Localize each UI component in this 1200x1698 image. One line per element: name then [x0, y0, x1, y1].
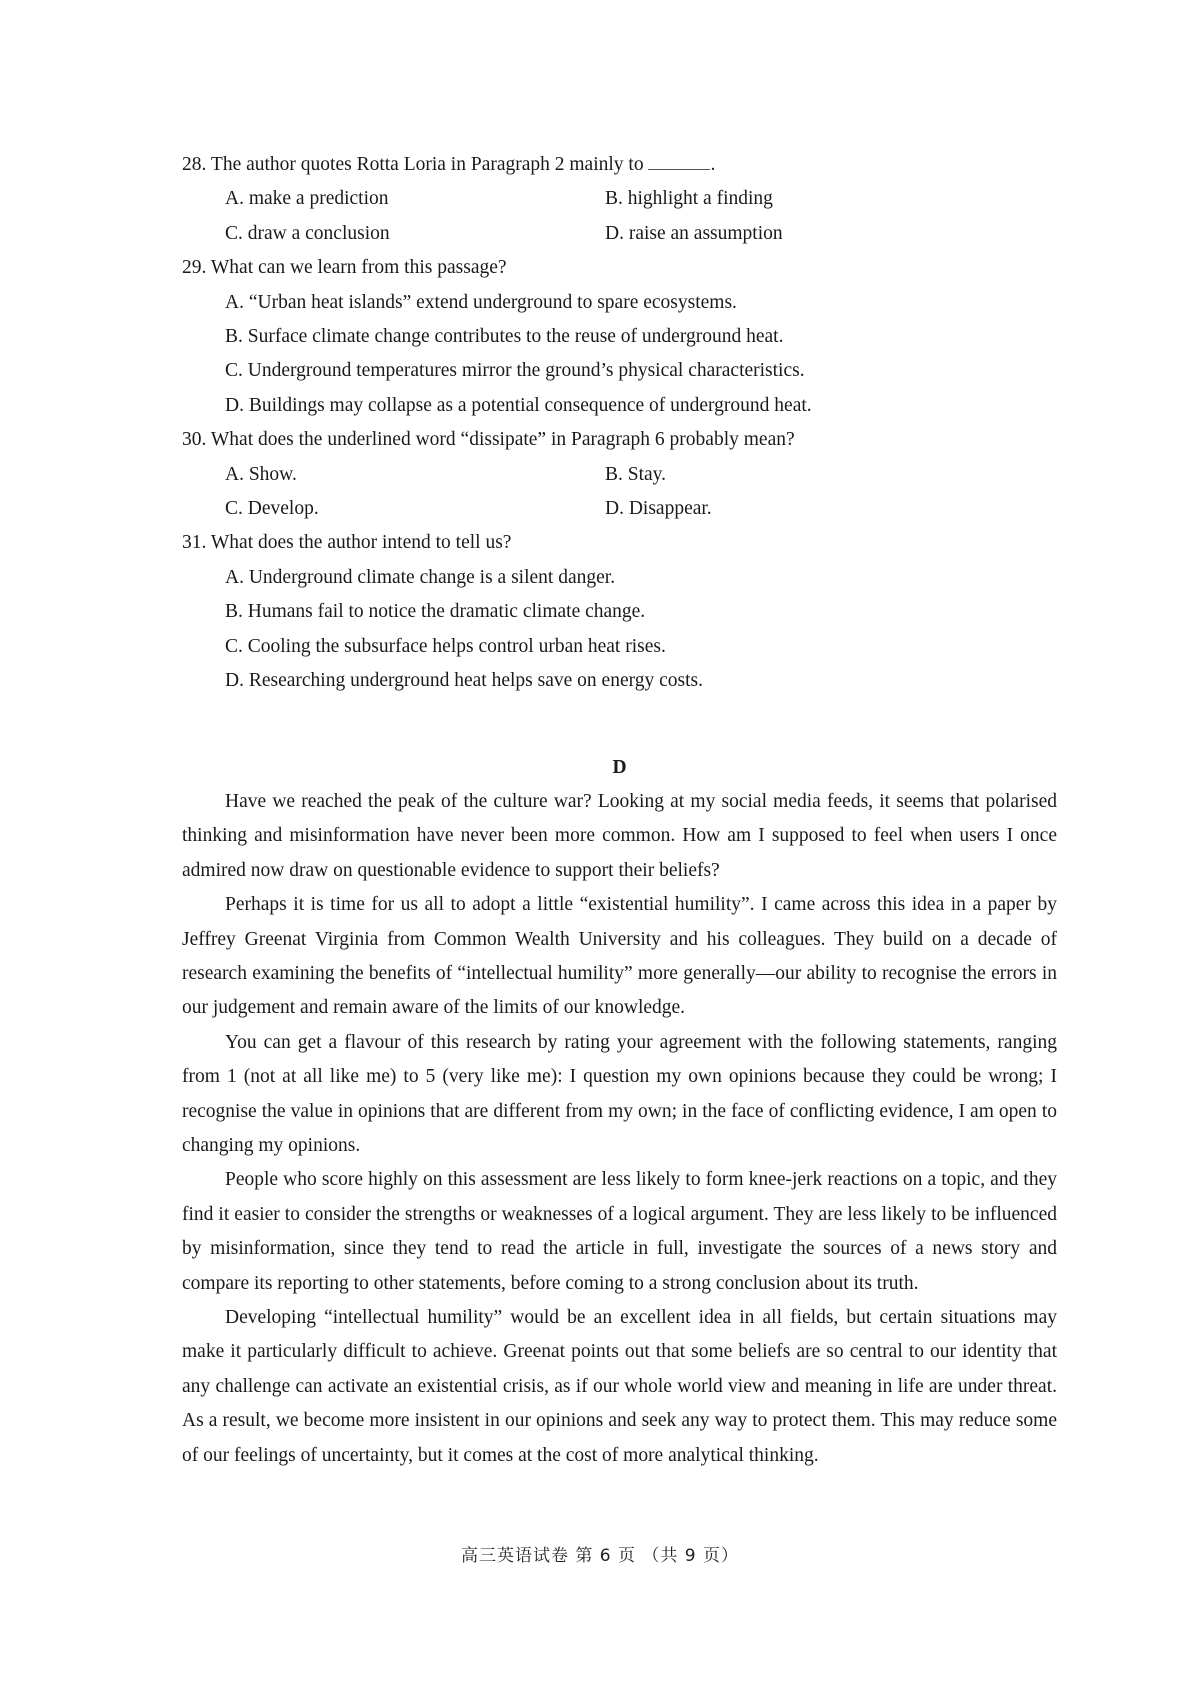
option-a: A. Underground climate change is a silent danger.: [225, 566, 616, 588]
question-stem: What can we learn from this passage?: [210, 257, 507, 279]
passage-paragraph: Have we reached the peak of the culture war? Looking at my social media feeds, it seems that polarised thinking and misinformation have never been more common. How am I supposed to feel when users I once admired now draw on questionable evidence to support their beliefs?: [182, 790, 1057, 881]
option-b: B. Humans fail to notice the dramatic climate change.: [225, 601, 646, 623]
question-number: 30.: [182, 429, 207, 451]
question-number: 31.: [182, 532, 207, 554]
option-c: C. Cooling the subsurface helps control urban heat rises.: [225, 635, 666, 657]
page-footer: 高三英语试卷 第 6 页 （共 9 页）: [460, 1546, 740, 1566]
option-a: A. Show.: [225, 463, 297, 485]
option-a: A. “Urban heat islands” extend underground to spare ecosystems.: [225, 291, 737, 313]
question-stem: What does the author intend to tell us?: [210, 532, 512, 554]
option-c: C. Underground temperatures mirror the ground’s physical characteristics.: [225, 360, 805, 382]
options-row: [182, 458, 1057, 492]
options-row: [182, 492, 1057, 526]
option-c: C. Develop.: [225, 498, 319, 520]
question-stem: The author quotes Rotta Loria in Paragraph 2 mainly to: [210, 154, 644, 175]
option-d: D. raise an assumption: [605, 222, 783, 244]
question-number: 29.: [182, 257, 207, 279]
option-b: B. Stay.: [605, 463, 667, 485]
passage-paragraph: Developing “intellectual humility” would be an excellent idea in all fields, but certain situations may make it particularly difficult to achieve. Greenat points out that some beliefs are so central to our identity that any challenge can activate an existential crisis, as if our whole world view and meaning in life are under threat. As a result, we become more insistent in our opinions and seek any way to protect them. This may reduce some of our feelings of uncertainty, but it comes at the cost of more analytical thinking.: [182, 1307, 1057, 1466]
stem-suffix: .: [710, 154, 716, 175]
option-c: C. draw a conclusion: [225, 222, 390, 244]
option-d: D. Buildings may collapse as a potential consequence of underground heat.: [225, 394, 812, 416]
question-31: [182, 526, 1057, 560]
question-29: [182, 251, 1057, 285]
passage-paragraph: You can get a flavour of this research by rating your agreement with the following statements, ranging from 1 (not at all like me) to 5 (very like me): I question my own opinions because they could be wrong; I recognise the value in opinions that are different from my own; in the face of conflicting evidence, I am open to changing my opinions.: [182, 1031, 1057, 1156]
question-stem: What does the underlined word “dissipate” in Paragraph 6 probably mean?: [210, 429, 795, 451]
question-30: [182, 423, 1057, 457]
options-row: [182, 217, 1057, 251]
passage-paragraph: People who score highly on this assessment are less likely to form knee-jerk reactions on a topic, and they find it easier to consider the strengths or weaknesses of a logical argument. They are less likely to be influenced by misinformation, since they tend to read the article in full, investigate the sources of a news story and compare its reporting to other statements, before coming to a strong conclusion about its truth.: [182, 1169, 1057, 1294]
option-b: B. highlight a finding: [605, 188, 773, 210]
option-b: B. Surface climate change contributes to the reuse of underground heat.: [225, 326, 784, 348]
options-row: [182, 182, 1057, 216]
option-d: D. Disappear.: [605, 498, 712, 520]
answer-blank: [648, 153, 710, 170]
passage-paragraph: Perhaps it is time for us all to adopt a little “existential humility”. I came across this idea in a paper by Jeffrey Greenat Virginia from Common Wealth University and his colleagues. They build on a decade of research examining the benefits of “intellectual humility” more generally—our ability to recognise the errors in our judgement and remain aware of the limits of our knowledge.: [182, 894, 1057, 1019]
question-28: [182, 148, 1057, 182]
exam-page: [182, 148, 1057, 1473]
option-d: D. Researching underground heat helps save on energy costs.: [225, 670, 703, 692]
question-number: 28.: [182, 154, 207, 175]
section-heading: D: [612, 756, 627, 778]
option-a: A. make a prediction: [225, 188, 389, 210]
